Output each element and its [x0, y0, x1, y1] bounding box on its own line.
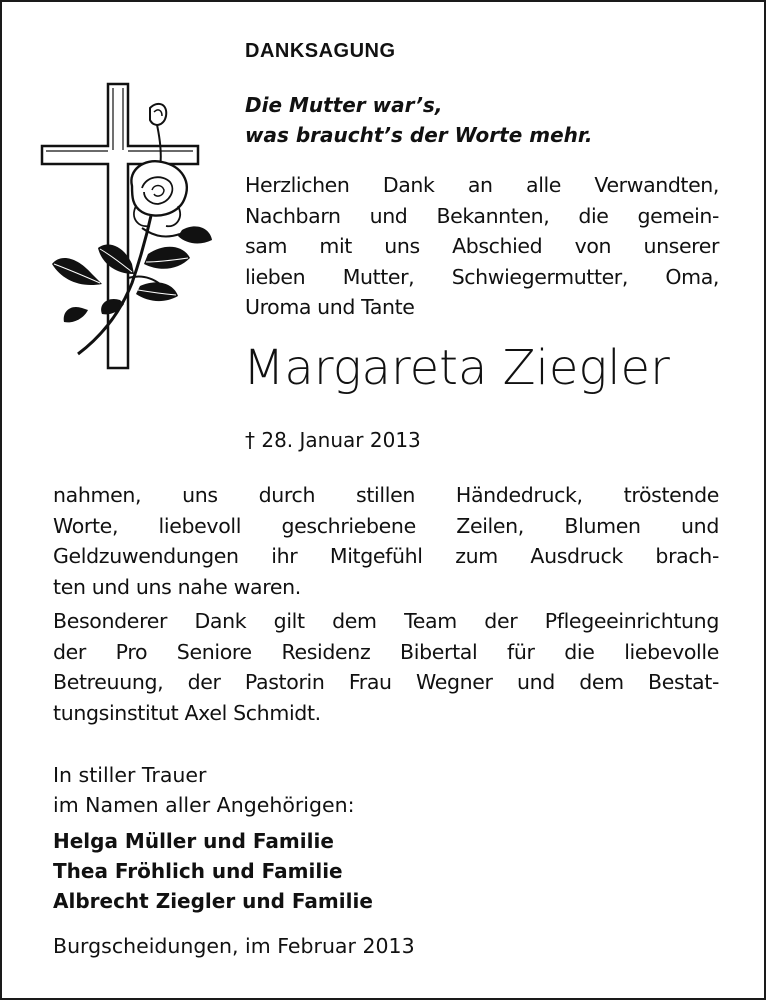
body-line: der Pro Seniore Residenz Bibertal für die liebevolle — [53, 639, 719, 664]
body-line: nahmen, uns durch stillen Händedruck, tröstende — [53, 483, 719, 507]
body-line: tungsinstitut Axel Schmidt. — [53, 700, 321, 725]
body-line: Besonderer Dank gilt dem Team der Pflegeeinrichtung — [53, 609, 719, 633]
body-line: Worte, liebevoll geschriebene Zeilen, Blumen und — [53, 513, 719, 538]
body-line: ten und uns nahe waren. — [53, 574, 301, 599]
closing-text — [53, 760, 355, 820]
intro-line: Uroma und Tante — [245, 295, 415, 319]
motto-line: was braucht’s der Worte mehr. — [245, 123, 593, 147]
intro-line: Herzlichen Dank an alle Verwandten, — [245, 173, 719, 197]
closing-line: In stiller Trauer — [53, 763, 207, 787]
notice-heading: DANKSAGUNG — [245, 40, 396, 62]
mourner-name: Albrecht Ziegler und Familie — [53, 889, 373, 913]
body-paragraph-1 — [53, 480, 719, 602]
mourner-list — [53, 826, 373, 916]
closing-line: im Namen aller Angehörigen: — [53, 793, 355, 817]
place-and-date: Burgscheidungen, im Februar 2013 — [53, 934, 415, 958]
body-line: Betreuung, der Pastorin Frau Wegner und dem Bestat- — [53, 670, 719, 694]
body-line: Geldzuwendungen ihr Mitgefühl zum Ausdruck brach- — [53, 544, 719, 568]
mourner-name: Helga Müller und Familie — [53, 829, 334, 853]
deceased-name: Margareta Ziegler — [243, 340, 670, 396]
intro-line: Nachbarn und Bekannten, die gemein- — [245, 203, 719, 228]
body-paragraph-2 — [53, 606, 719, 728]
death-date: † 28. Januar 2013 — [245, 428, 421, 452]
cross-with-rose-icon — [32, 78, 232, 378]
intro-line: sam mit uns Abschied von unserer — [245, 234, 719, 258]
mourner-name: Thea Fröhlich und Familie — [53, 859, 343, 883]
motto-line: Die Mutter war’s, — [245, 93, 443, 117]
intro-text — [245, 170, 719, 323]
motto — [245, 90, 593, 150]
intro-line: lieben Mutter, Schwiegermutter, Oma, — [245, 264, 719, 289]
